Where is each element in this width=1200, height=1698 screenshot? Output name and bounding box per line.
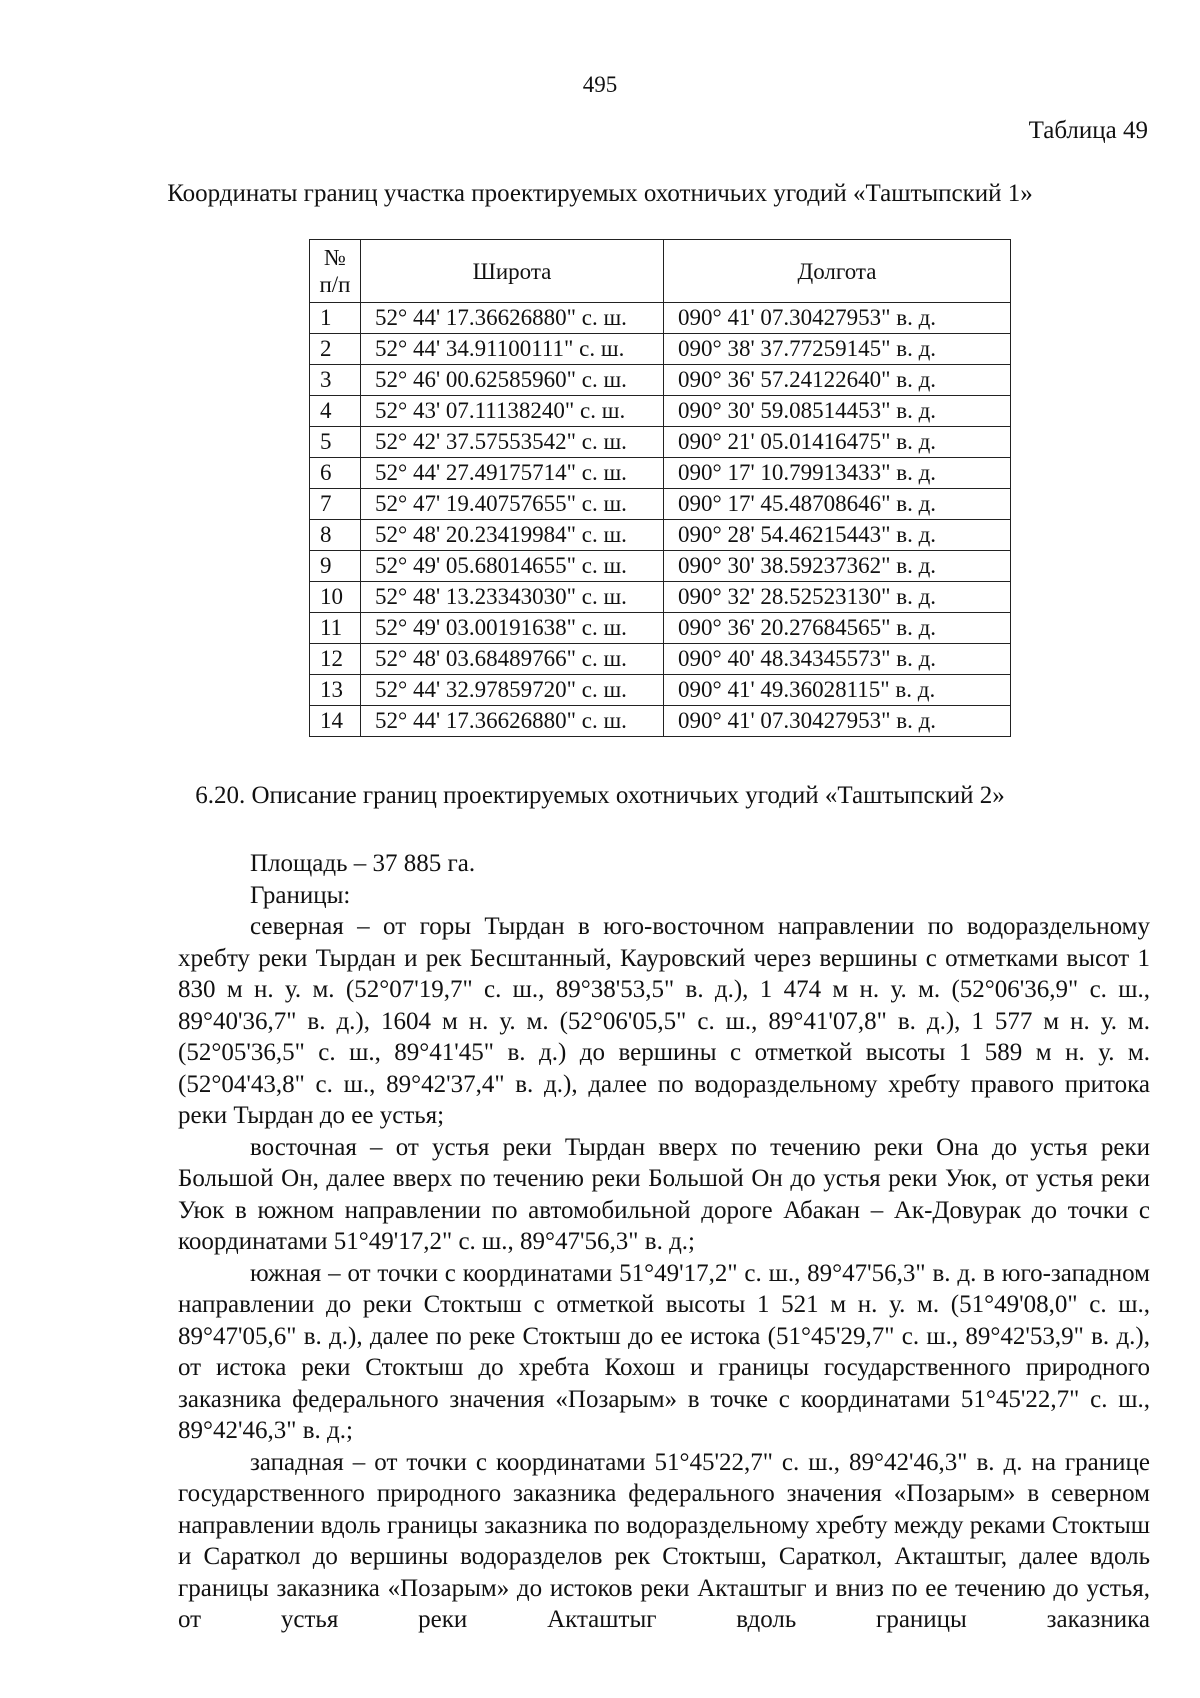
row-number: 9 — [310, 551, 361, 582]
row-number: 13 — [310, 675, 361, 706]
west-border-paragraph: западная – от точки с координатами 51°45'22,7" с. ш., 89°42'46,3" в. д. на границе государственного природного заказника федерального значения «Позарым» в северном направлении вдоль границы заказника по водораздельному хребту между реками Стоктыш и Сараткол до вершины водоразделов рек Стоктыш, Сараткол, Акташтыг, далее вдоль границы заказника «Позарым» до истоков реки Акташтыг и вниз по ее течению до устья, от устья реки Акташтыг вдоль границы заказника — [178, 1448, 1150, 1633]
row-number: 1 — [310, 303, 361, 334]
table-row — [310, 706, 1011, 737]
table-label: Таблица 49 — [1028, 117, 1148, 144]
table-row — [310, 396, 1011, 427]
row-number: 8 — [310, 520, 361, 551]
row-longitude: 090° 41' 07.30427953" в. д. — [664, 706, 1011, 737]
coordinates-table — [309, 239, 1011, 737]
row-number: 5 — [310, 427, 361, 458]
row-longitude: 090° 41' 07.30427953" в. д. — [664, 303, 1011, 334]
table-row — [310, 303, 1011, 334]
table-row — [310, 613, 1011, 644]
section-body — [178, 848, 1150, 1636]
row-latitude: 52° 46' 00.62585960" с. ш. — [361, 365, 664, 396]
north-border-paragraph: северная – от горы Тырдан в юго-восточном направлении по водораздельному хребту реки Тырдан и рек Бесштанный, Кауровский через вершины с отметками высот 1 830 м н. у. м. (52°07'19,7" с. ш., 89°38'53,5" в. д.), 1 474 м н. у. м. (52°06'36,9" с. ш., 89°40'36,7" в. д.), 1604 м н. у. м. (52°06'05,5" с. ш., 89°41'07,8" в. д.), 1 577 м н. у. м. (52°05'36,5" с. ш., 89°41'45" в. д.) до вершины с отметкой высоты 1 589 м н. у. м. (52°04'43,8" с. ш., 89°42'37,4" в. д.), далее по водораздельному хребту правого притока реки Тырдан до ее устья; — [178, 913, 1150, 1129]
table-row — [310, 489, 1011, 520]
row-number: 12 — [310, 644, 361, 675]
row-number: 3 — [310, 365, 361, 396]
area-paragraph: Площадь – 37 885 га. — [250, 850, 476, 877]
row-latitude: 52° 44' 34.91100111" с. ш. — [361, 334, 664, 365]
table-row — [310, 520, 1011, 551]
row-latitude: 52° 44' 17.36626880" с. ш. — [361, 303, 664, 334]
row-latitude: 52° 44' 32.97859720" с. ш. — [361, 675, 664, 706]
header-longitude: Долгота — [664, 240, 1011, 303]
table-caption: Координаты границ участка проектируемых охотничьих угодий «Таштыпский 1» — [167, 180, 1033, 207]
row-longitude: 090° 40' 48.34345573" в. д. — [664, 644, 1011, 675]
row-longitude: 090° 38' 37.77259145" в. д. — [664, 334, 1011, 365]
row-number: 6 — [310, 458, 361, 489]
row-latitude: 52° 42' 37.57553542" с. ш. — [361, 427, 664, 458]
header-number-line1: № — [324, 245, 346, 270]
row-number: 11 — [310, 613, 361, 644]
row-latitude: 52° 44' 27.49175714" с. ш. — [361, 458, 664, 489]
east-border-paragraph: восточная – от устья реки Тырдан вверх по течению реки Она до устья реки Большой Он, далее вверх по течению реки Большой Он до устья реки Уюк, от устья реки Уюк в южном направлении по автомобильной дороге Абакан – Ак-Довурак до точки с координатами 51°49'17,2" с. ш., 89°47'56,3" в. д.; — [178, 1133, 1150, 1255]
row-number: 4 — [310, 396, 361, 427]
row-longitude: 090° 30' 59.08514453" в. д. — [664, 396, 1011, 427]
row-latitude: 52° 49' 05.68014655" с. ш. — [361, 551, 664, 582]
row-longitude: 090° 36' 20.27684565" в. д. — [664, 613, 1011, 644]
row-latitude: 52° 49' 03.00191638" с. ш. — [361, 613, 664, 644]
row-longitude: 090° 30' 38.59237362" в. д. — [664, 551, 1011, 582]
row-longitude: 090° 21' 05.01416475" в. д. — [664, 427, 1011, 458]
header-number — [310, 240, 361, 303]
row-latitude: 52° 48' 13.23343030" с. ш. — [361, 582, 664, 613]
table-header-row — [310, 240, 1011, 303]
table-row — [310, 334, 1011, 365]
row-latitude: 52° 47' 19.40757655" с. ш. — [361, 489, 664, 520]
section-title: 6.20. Описание границ проектируемых охотничьих угодий «Таштыпский 2» — [195, 782, 1005, 809]
table-row — [310, 582, 1011, 613]
row-number: 7 — [310, 489, 361, 520]
row-longitude: 090° 17' 45.48708646" в. д. — [664, 489, 1011, 520]
row-number: 10 — [310, 582, 361, 613]
page-number: 495 — [582, 72, 618, 97]
row-longitude: 090° 41' 49.36028115" в. д. — [664, 675, 1011, 706]
header-latitude: Широта — [361, 240, 664, 303]
table-row — [310, 675, 1011, 706]
table-row — [310, 644, 1011, 675]
row-number: 14 — [310, 706, 361, 737]
row-latitude: 52° 44' 17.36626880" с. ш. — [361, 706, 664, 737]
header-number-line2: п/п — [319, 272, 351, 297]
borders-label: Границы: — [250, 881, 351, 909]
row-number: 2 — [310, 334, 361, 365]
table-row — [310, 551, 1011, 582]
row-longitude: 090° 17' 10.79913433" в. д. — [664, 458, 1011, 489]
table-row — [310, 427, 1011, 458]
row-longitude: 090° 32' 28.52523130" в. д. — [664, 582, 1011, 613]
row-longitude: 090° 36' 57.24122640" в. д. — [664, 365, 1011, 396]
table-row — [310, 365, 1011, 396]
row-latitude: 52° 43' 07.11138240" с. ш. — [361, 396, 664, 427]
row-longitude: 090° 28' 54.46215443" в. д. — [664, 520, 1011, 551]
row-latitude: 52° 48' 03.68489766" с. ш. — [361, 644, 664, 675]
row-latitude: 52° 48' 20.23419984" с. ш. — [361, 520, 664, 551]
south-border-paragraph: южная – от точки с координатами 51°49'17,2" с. ш., 89°47'56,3" в. д. в юго-западном направлении до реки Стоктыш с отметкой высоты 1 521 м н. у. м. (51°49'08,0" с. ш., 89°47'05,6" в. д.), далее по реке Стоктыш до ее истока (51°45'29,7" с. ш., 89°42'53,9" в. д.), от истока реки Стоктыш до хребта Кохош и границы государственного природного заказника федерального значения «Позарым» в точке с координатами 51°45'22,7" с. ш., 89°42'46,3" в. д.; — [178, 1259, 1150, 1444]
table-row — [310, 458, 1011, 489]
